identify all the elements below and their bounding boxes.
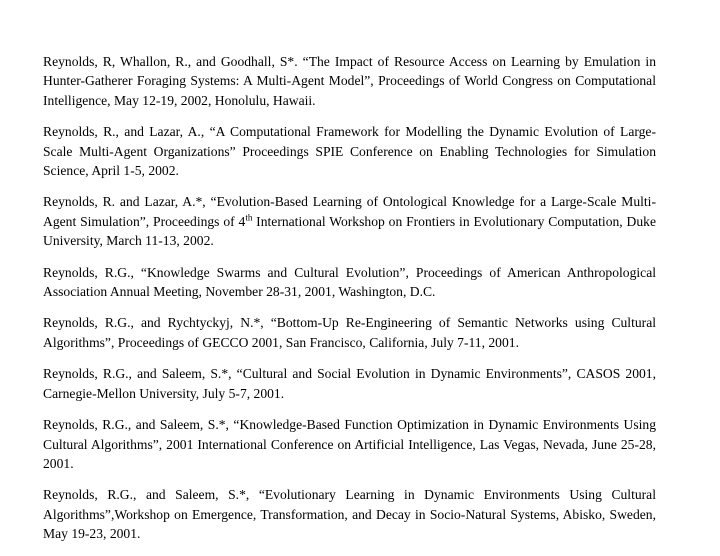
reference-entry-6: Reynolds, R.G., and Saleem, S.*, “Cultural and Social Evolution in Dynamic Environments”, CASOS 2001, Carnegie-Mellon University, July 5-7, 2001. bbox=[43, 366, 656, 401]
reference-entry-3 bbox=[43, 192, 656, 250]
reference-entry-2: Reynolds, R., and Lazar, A., “A Computational Framework for Modelling the Dynamic Evolution of Large-Scale Multi-Agent Organizations” Proceedings SPIE Conference on Enabling Technologies for Simulation Science, April 1-5, 2002. bbox=[43, 124, 656, 179]
reference-entry-8: Reynolds, R.G., and Saleem, S.*, “Evolutionary Learning in Dynamic Environments Using Cultural Algorithms”,Workshop on Emergence, Transformation, and Decay in Socio-Natural Systems, Abisko, Sweden, May 19-23, 2001. bbox=[43, 487, 656, 542]
reference-entry-7: Reynolds, R.G., and Saleem, S.*, “Knowledge-Based Function Optimization in Dynamic Environments Using Cultural Algorithms”, 2001 International Conference on Artificial Intelligence, Las Vegas, Nevada, June 25-28, 2001. bbox=[43, 417, 656, 471]
reference-entry-3-text-after: International Workshop on Frontiers in Evolutionary Computation, Duke University, March 11-13, 2002. bbox=[43, 213, 656, 249]
reference-entry-5: Reynolds, R.G., and Rychtyckyj, N.*, “Bottom-Up Re-Engineering of Semantic Networks using Cultural Algorithms”, Proceedings of GECCO 2001, San Francisco, California, July 7-11, 2001. bbox=[43, 315, 656, 350]
ordinal-superscript: th bbox=[245, 212, 253, 223]
reference-entry-1: Reynolds, R, Whallon, R., and Goodhall, S*. “The Impact of Resource Access on Learning by Emulation in Hunter-Gatherer Foraging Systems: A Multi-Agent Model”, Proceedings of World Congress on Computational Intelligence, May 12-19, 2002, Honolulu, Hawaii. bbox=[43, 54, 656, 108]
reference-list bbox=[43, 52, 656, 556]
reference-entry-3-text-before: Reynolds, R. and Lazar, A.*, “Evolution-Based Learning of Ontological Knowledge for a Large-Scale Multi-Agent Simulation”, Proceedings of 4 bbox=[43, 194, 656, 229]
reference-entry-4: Reynolds, R.G., “Knowledge Swarms and Cultural Evolution”, Proceedings of American Anthropological Association Annual Meeting, November 28-31, 2001, Washington, D.C. bbox=[43, 264, 656, 300]
